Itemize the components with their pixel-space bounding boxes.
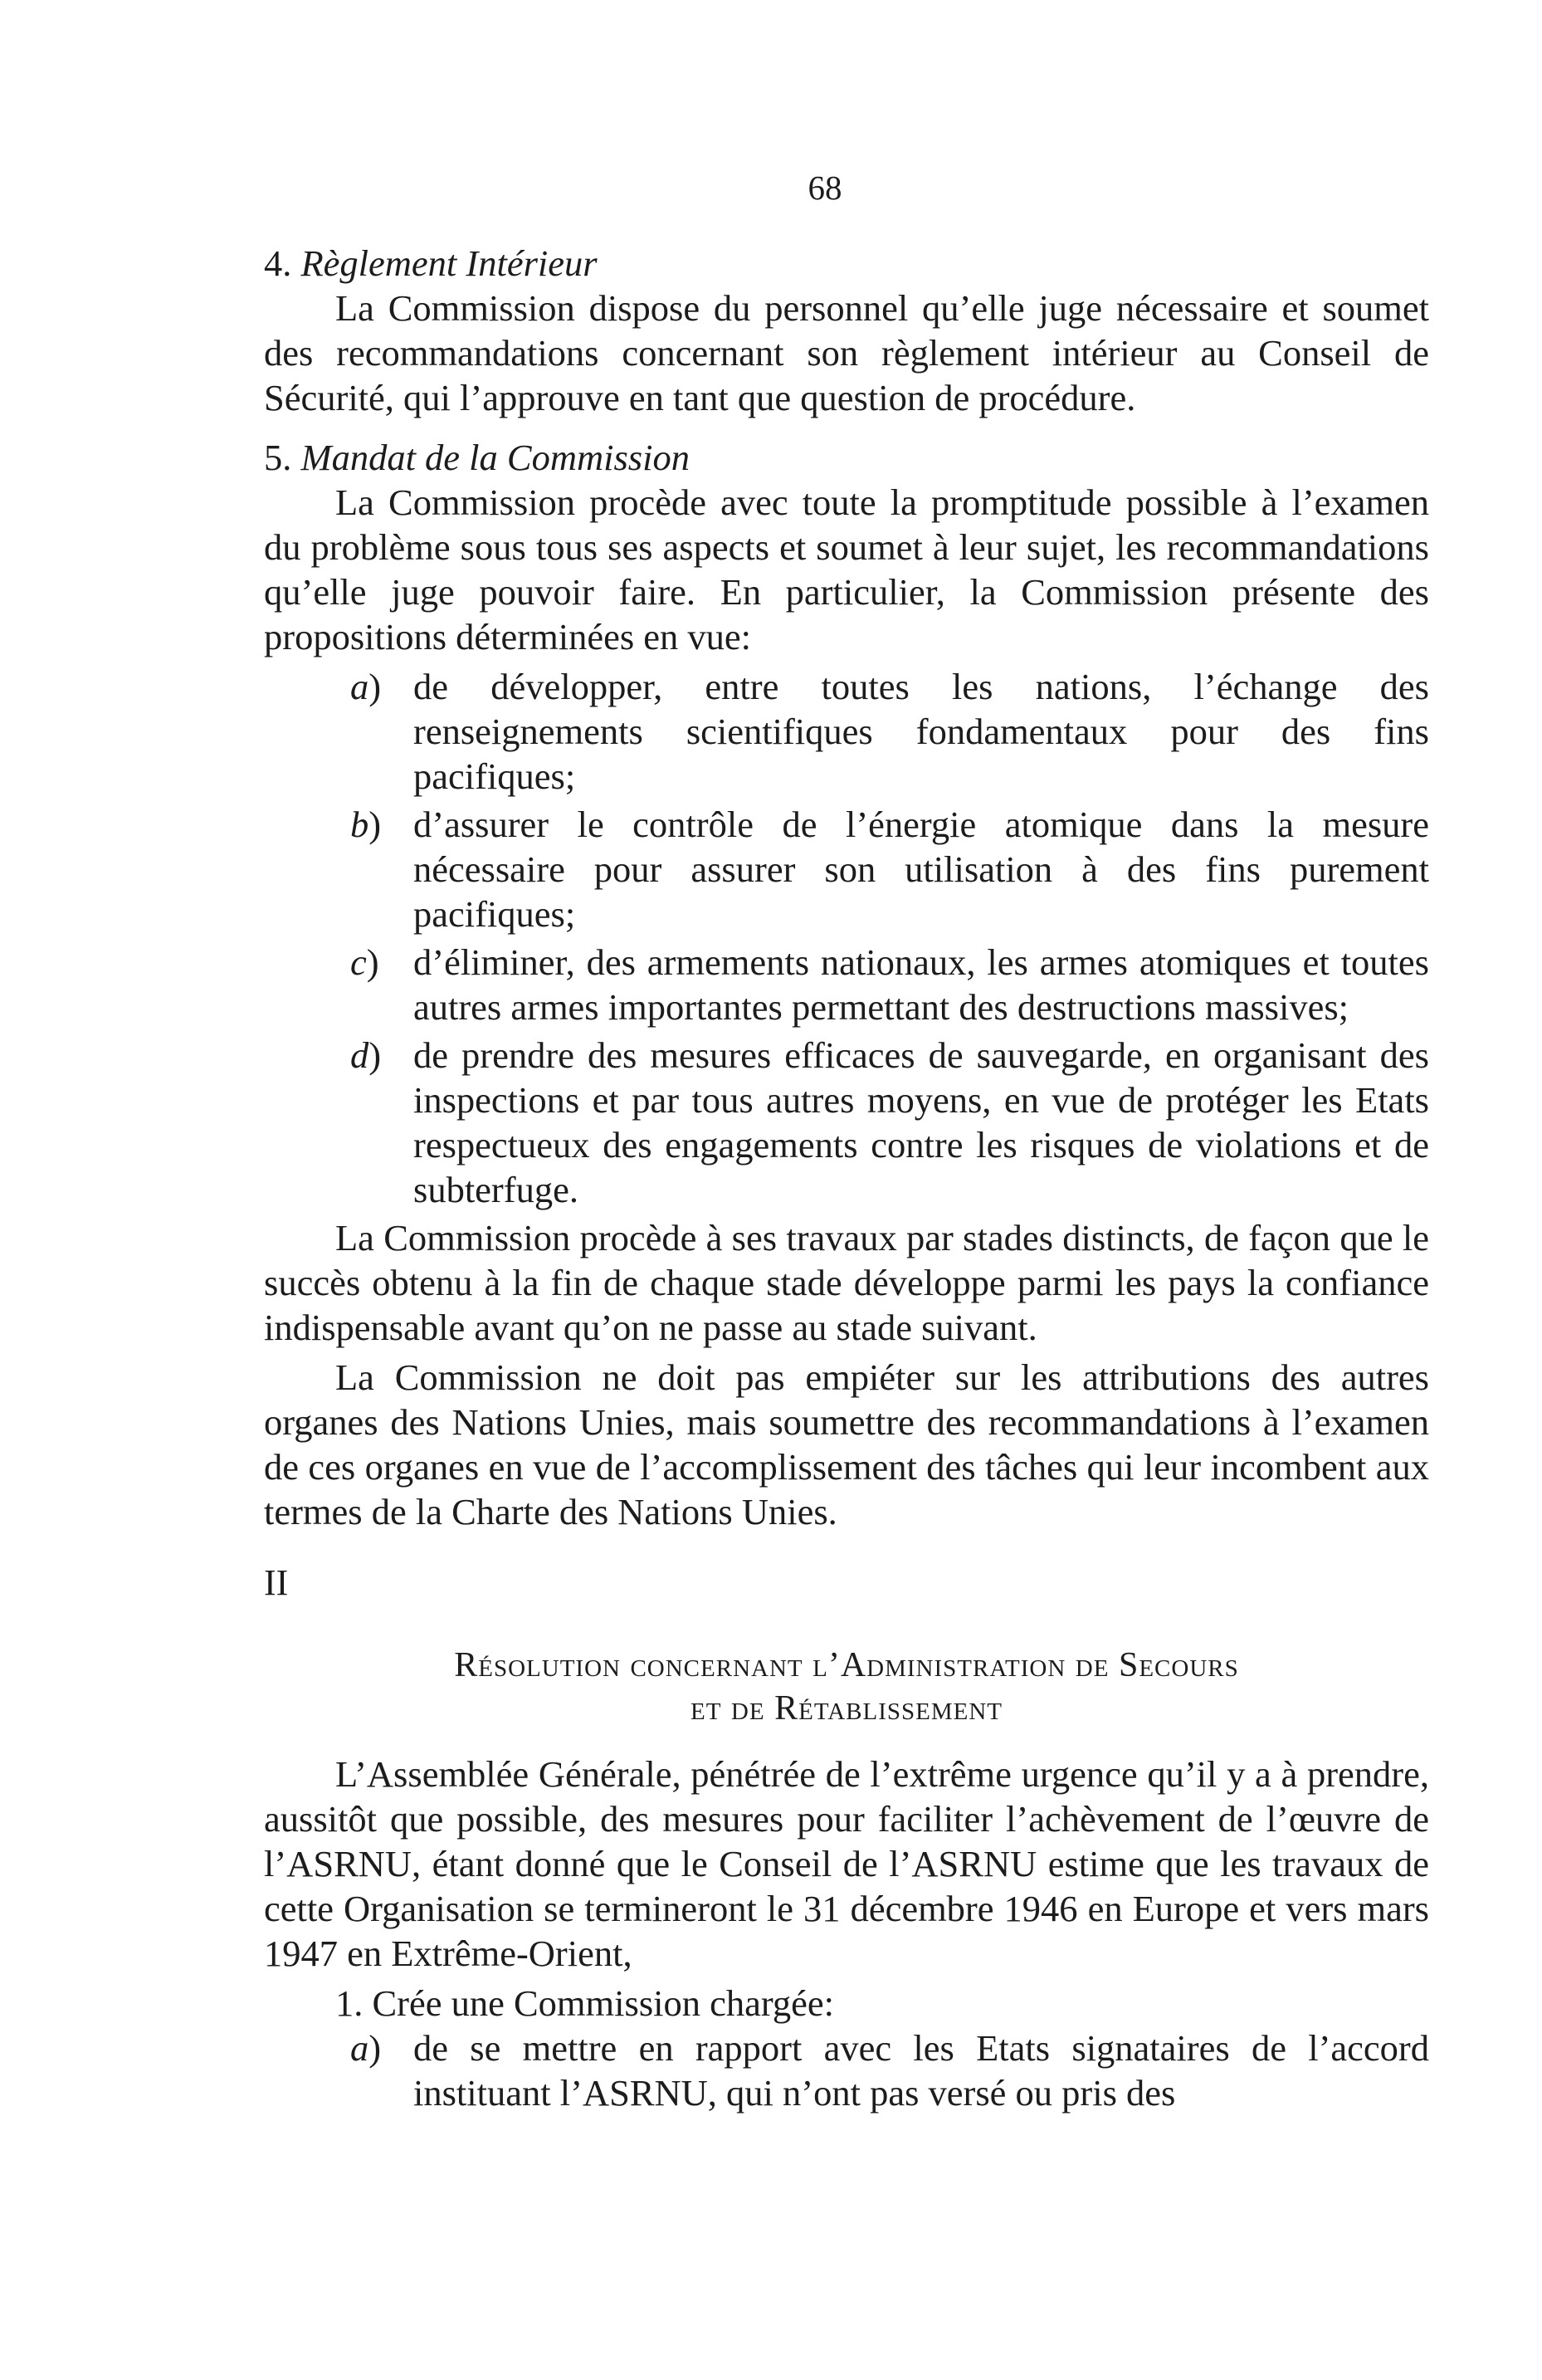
- part-2-roman-numeral: II: [264, 1562, 289, 1603]
- section-5-number: 5.: [264, 437, 292, 478]
- list-item-letter: b): [350, 804, 382, 845]
- list-item-text: de prendre des mesures efficaces de sauvegarde, en organisant des inspections et par tous autres moyens, en vue de protéger les Etats respectueux des engagements contre les risques de violations et de subterfuge.: [413, 1034, 1429, 1210]
- section-5-title: Mandat de la Commission: [300, 437, 690, 478]
- section-5-intro: La Commission procède avec toute la promptitude possible à l’examen du problème sous tous ses aspects et soumet à leur sujet, les recommandations qu’elle juge pouvoir faire. En particulier, la Commission présente des propositions déterminées en vue:: [264, 481, 1429, 657]
- list-item-text: d’éliminer, des armements nationaux, les armes atomiques et toutes autres armes importantes permettant des destructions massives;: [413, 941, 1429, 1028]
- list-item-a: [350, 664, 1429, 799]
- list-item-letter: d): [350, 1034, 382, 1076]
- section-5-paragraph-3: La Commission ne doit pas empiéter sur les attributions des autres organes des Nations Unies, mais soumettre des recommandations à l’examen de ces organes en vue de l’accomplissement des tâches qui leur incombent aux termes de la Charte des Nations Unies.: [264, 1356, 1429, 1532]
- section-5-paragraph-2: La Commission procède à ses travaux par stades distincts, de façon que le succès obtenu à la fin de chaque stade développe parmi les pays la confiance indispensable avant qu’on ne passe au stade suivant.: [264, 1217, 1429, 1348]
- list-item-text: d’assurer le contrôle de l’énergie atomique dans la mesure nécessaire pour assurer son utilisation à des fins purement pacifiques;: [413, 804, 1429, 935]
- list-item-text: de se mettre en rapport avec les Etats signataires de l’accord instituant l’ASRNU, qui n’ont pas versé ou pris des: [413, 2027, 1429, 2114]
- section-4-paragraph: La Commission dispose du personnel qu’elle juge nécessaire et soumet des recommandations concernant son règlement intérieur au Conseil de Sécurité, qui l’approuve en tant que question de procédure.: [264, 287, 1429, 418]
- list-item-letter: c): [350, 941, 379, 983]
- list-item-letter: a): [350, 666, 382, 707]
- list-item-b: [350, 802, 1429, 936]
- section-5-heading: [264, 435, 1429, 480]
- page-number: 68: [808, 169, 842, 207]
- page-content: [264, 241, 1429, 2115]
- section-4-number: 4.: [264, 242, 292, 284]
- resolution-point-1: 1. Crée une Commission chargée:: [335, 1982, 835, 2024]
- list-item-letter: a): [350, 2027, 382, 2069]
- section-4-heading: [264, 241, 1429, 286]
- resolution-title: [297, 1644, 1396, 1730]
- resolution-preamble: L’Assemblée Générale, pénétrée de l’extrême urgence qu’il y a à prendre, aussitôt que possible, des mesures pour faciliter l’achèvement de l’œuvre de l’ASRNU, étant donné que le Conseil de l’ASRNU estime que les travaux de cette Organisation se termineront le 31 décembre 1946 en Europe et vers mars 1947 en Extrême-Orient,: [264, 1753, 1429, 1974]
- resolution-list-item-a: [350, 2026, 1429, 2115]
- resolution-title-line-1: Résolution concernant l’Administration de Secours: [454, 1646, 1239, 1684]
- resolution-title-line-2: et de Rétablissement: [690, 1689, 1003, 1728]
- section-4-title: Règlement Intérieur: [300, 242, 598, 284]
- list-item-text: de développer, entre toutes les nations, l’échange des renseignements scientifiques fondamentaux pour des fins pacifiques;: [413, 666, 1429, 797]
- list-item-d: [350, 1033, 1429, 1212]
- list-item-c: [350, 940, 1429, 1029]
